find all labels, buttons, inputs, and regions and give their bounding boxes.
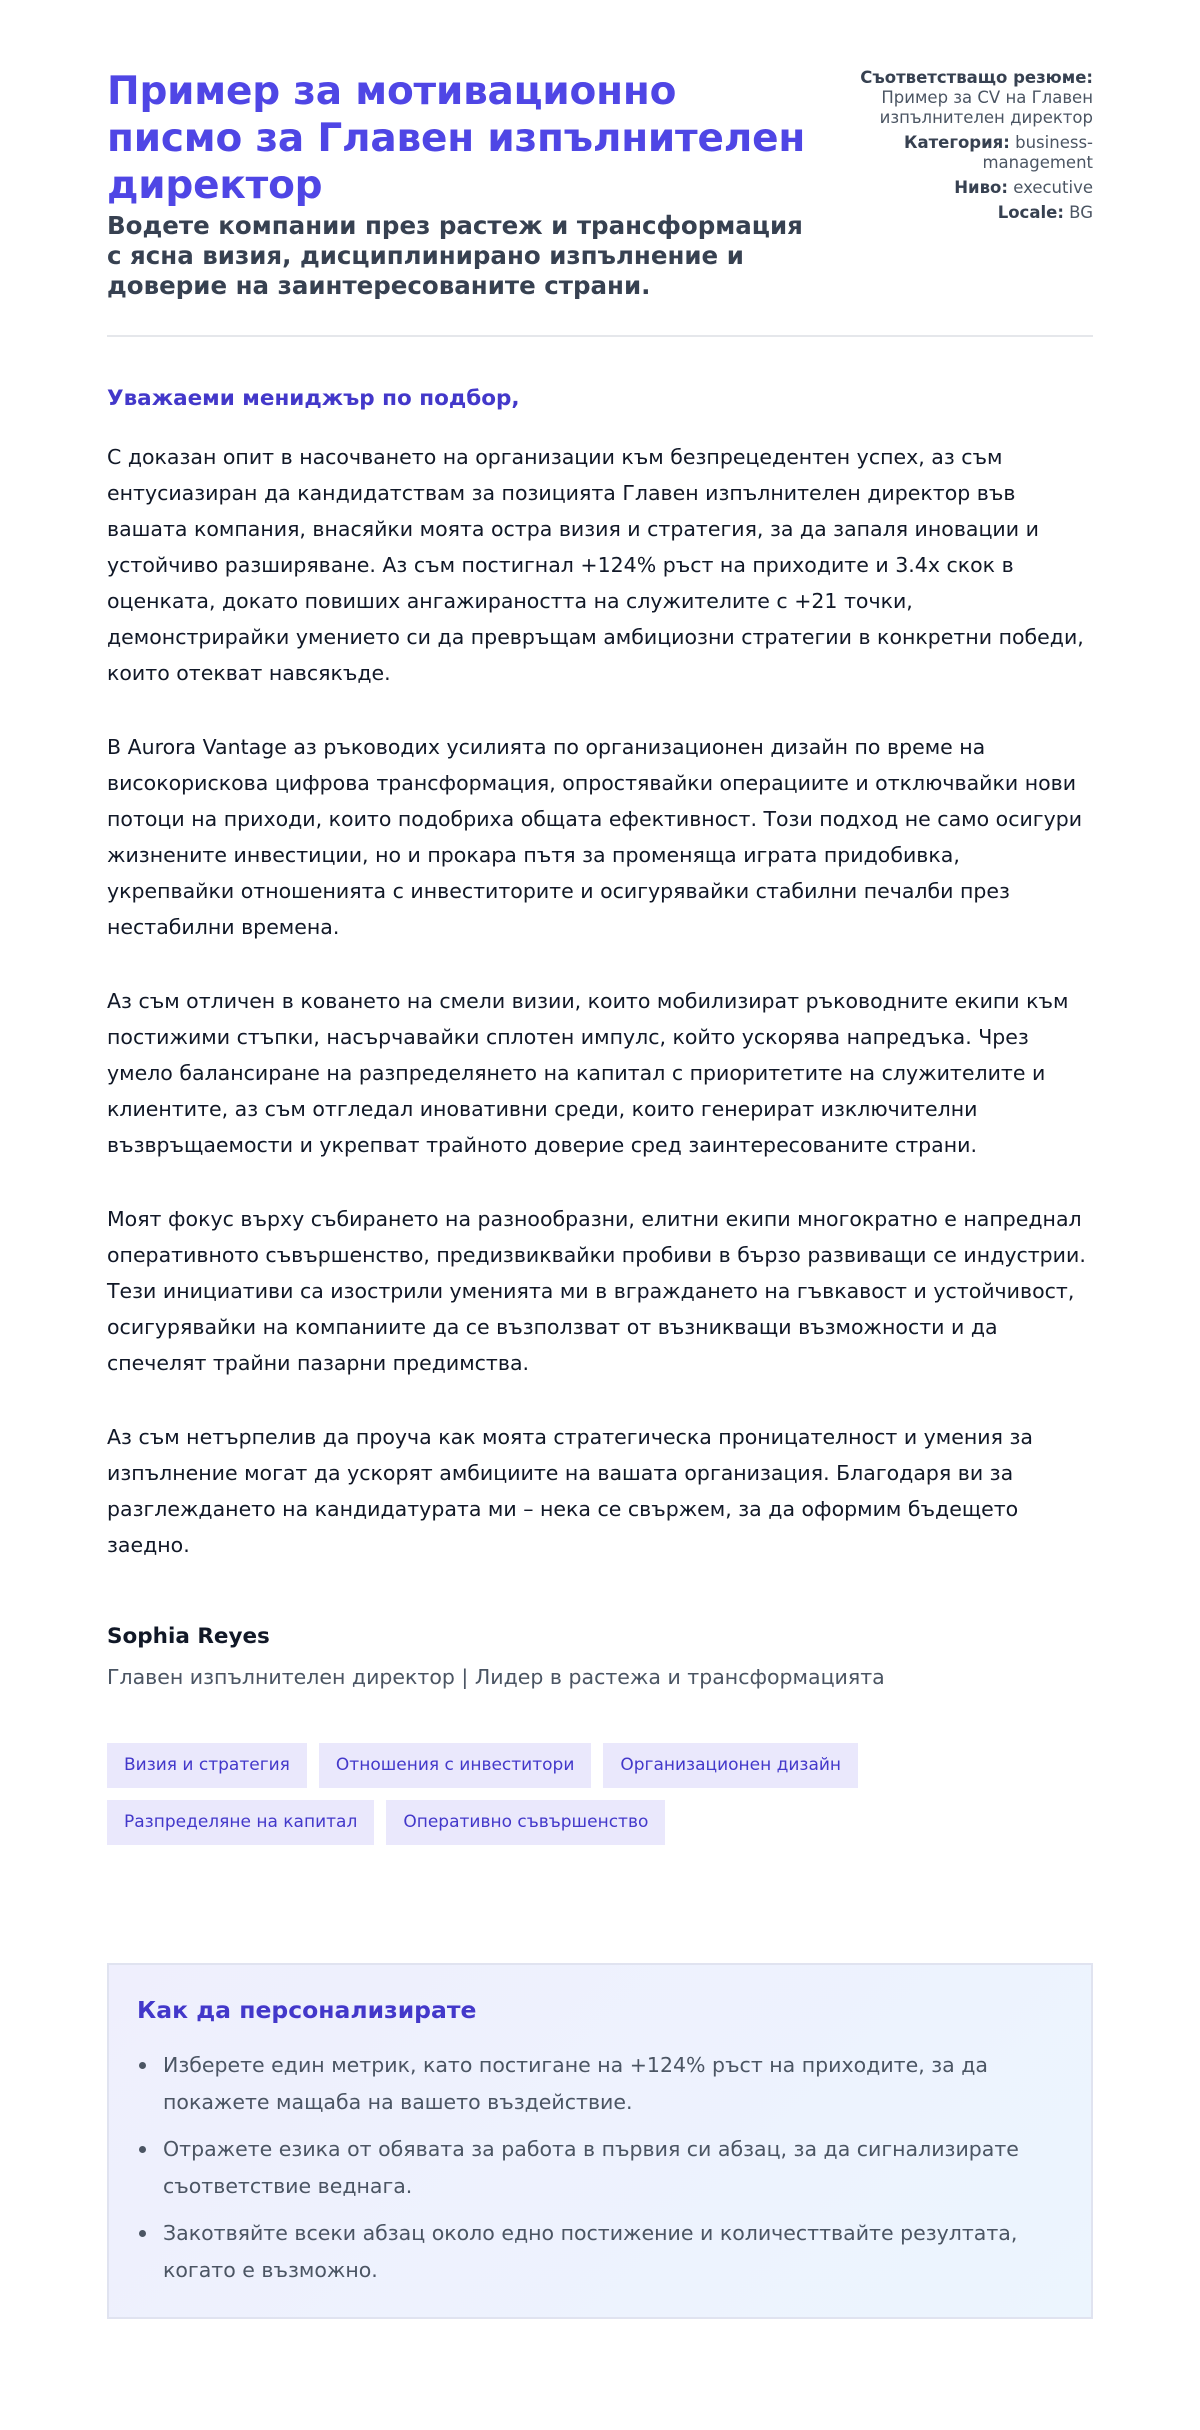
letter-paragraph: Моят фокус върху събирането на разнообразни, елитни екипи многократно е напреднал оперативното съвършенство, предизвиквайки пробиви в бързо развиващи се индустрии. Тези инициативи са изострили уменията ми в вграждането на гъвкавост и устойчивост, осигурявайки на компаниите да се възползват от възникващи възможности и да спечелят трайни пазарни предимства. [107,1207,1086,1375]
bullet-icon [139,2062,146,2069]
page-header [107,68,1093,337]
skill-tag[interactable]: Оперативно съвършенство [386,1800,665,1845]
tip-item [137,2215,1061,2289]
tips-list [137,2047,1061,2289]
tip-text: Закотвяйте всеки абзац около едно постижение и количесттвайте резултата, когато е възможно. [163,2221,1018,2282]
tips-title: Как да персонализирате [137,1996,477,2024]
letter-paragraph: С доказан опит в насочването на организации към безпрецедентен успех, аз съм ентусиазиран да кандидатствам за позицията Главен изпълнителен директор във вашата компания, внасяйки моята остра визия и стратегия, за да запаля иновации и устойчиво разширяване. Аз съм постигнал +124% ръст на приходите и 3.4x скок в оценката, докато повиших ангажираността на служителите с +21 точки, демонстрирайки умението си да превръщам амбициозни стратегии в конкретни победи, които отекват навсякъде. [107,445,1084,685]
skill-tag[interactable]: Разпределяне на капитал [107,1800,374,1845]
skill-tag[interactable]: Организационен дизайн [603,1743,858,1788]
letter-paragraph: В Aurora Vantage аз ръководих усилията по организационен дизайн по време на високорискова цифрова трансформация, опростявайки операциите и отключвайки нови потоци на приходи, които подобриха общата ефективност. Този подход не само осигури жизнените инвестиции, но и прокара пътя за променяща играта придобивка, укрепвайки отношенията с инвеститорите и осигурявайки стабилни печалби през нестабилни времена. [107,735,1083,939]
salutation: Уважаеми мениджър по подбор, [107,386,520,411]
meta-locale [807,203,1093,223]
header-titles [107,68,807,301]
metadata-panel [807,68,1093,228]
meta-category [807,133,1093,173]
signature-title: Главен изпълнителен директор | Лидер в растежа и трансформацията [107,1665,885,1689]
skill-tags [107,1743,907,1845]
meta-resume [807,68,1093,128]
letter-paragraph: Аз съм отличен в коването на смели визии, които мобилизират ръководните екипи към постижими стъпки, насърчавайки сплотен импулс, който ускорява напредъка. Чрез умело балансиране на разпределянето на капитал с приоритетите на служителите и клиентите, аз съм отгледал иновативни среди, които генерират изключителни възвръщаемости и укрепват трайното доверие сред заинтересованите страни. [107,989,1069,1157]
page-subtitle: Водете компании през растеж и трансформация с ясна визия, дисциплинирано изпълнение и доверие на заинтересованите страни. [107,211,803,300]
meta-category-value: business-management [982,133,1093,172]
customization-tips [107,1963,1093,2319]
meta-category-label: Категория: [903,133,1010,152]
tip-item [137,2047,1061,2121]
tip-text: Изберете един метрик, като постигане на +124% ръст на приходите, за да покажете мащаба на вашето въздействие. [163,2053,988,2114]
skill-tag[interactable]: Отношения с инвеститори [319,1743,591,1788]
letter-body [107,439,1093,1563]
page-title: Пример за мотивационно писмо за Главен изпълнителен директор [107,69,806,208]
meta-locale-value: BG [1069,203,1093,222]
meta-locale-label: Locale: [997,203,1064,222]
signature-name: Sophia Reyes [107,1624,270,1649]
meta-level-label: Ниво: [954,178,1008,197]
bullet-icon [139,2146,146,2153]
meta-resume-label: Съответстващо резюме: [860,68,1093,87]
skill-tag[interactable]: Визия и стратегия [107,1743,307,1788]
meta-level [807,178,1093,198]
meta-resume-value: Пример за CV на Главен изпълнителен директор [879,88,1093,127]
signature [107,1623,1093,1691]
letter-paragraph: Аз съм нетърпелив да проуча как моята стратегическа проницателност и умения за изпълнение могат да ускорят амбициите на вашата организация. Благодаря ви за разглеждането на кандидатурата ми – нека се свържем, за да оформим бъдещето заедно. [107,1425,1033,1557]
meta-level-value: executive [1013,178,1093,197]
tip-text: Отражете езика от обявата за работа в първия си абзац, за да сигнализирате съответствие веднага. [163,2137,1019,2198]
tip-item [137,2131,1061,2205]
letter [107,385,1093,1691]
bullet-icon [139,2230,146,2237]
